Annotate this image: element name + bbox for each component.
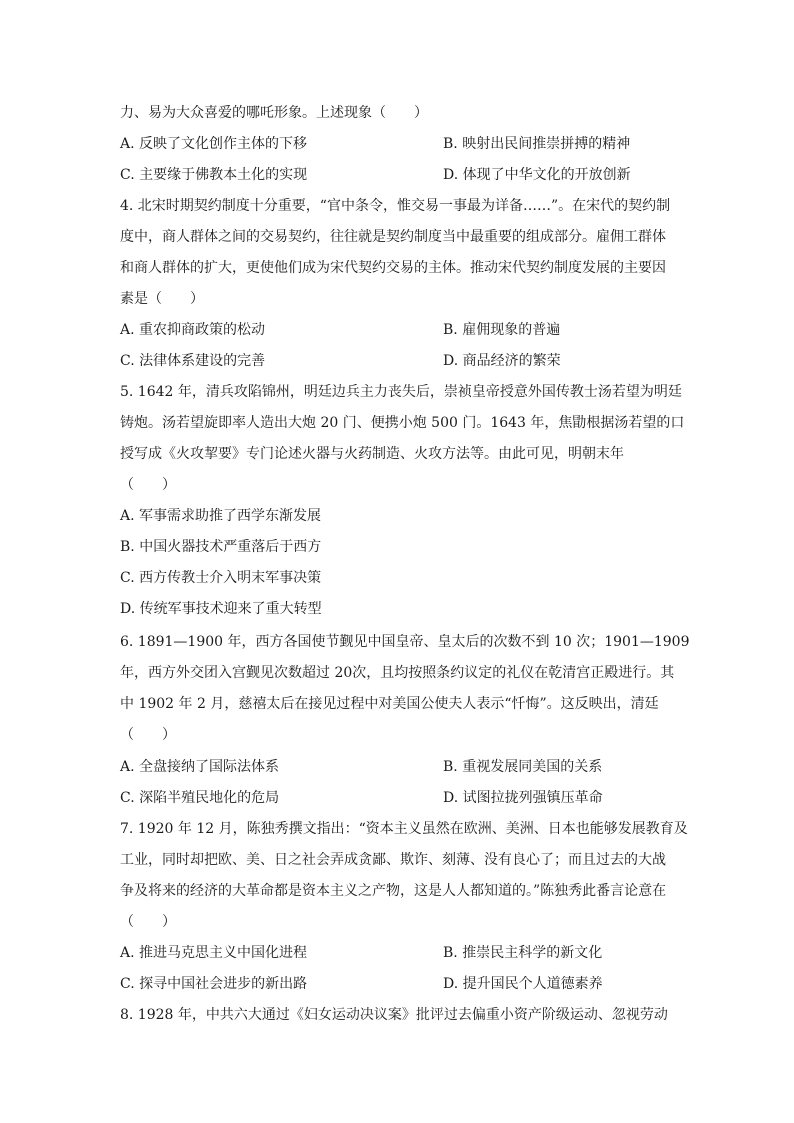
q7-stem-line-4: （ ） — [120, 914, 176, 930]
q4-stem-line-4: 素是（ ） — [120, 291, 204, 307]
q5-option-c: C. 西方传教士介入明末军事决策 — [120, 570, 322, 586]
q4-option-d: D. 商品经济的繁荣 — [443, 353, 561, 369]
q4-option-c: C. 法律体系建设的完善 — [120, 353, 266, 369]
q7-stem-line-3: 争及将来的经济的大革命都是资本主义之产物，这是人人都知道的。”陈独秀此番言论意在 — [120, 883, 667, 899]
q5-option-a: A. 军事需求助推了西学东渐发展 — [120, 508, 322, 524]
q5-stem-line-3: 授写成《火攻挈要》专门论述火器与火药制造、火攻方法等。由此可见，明朝末年 — [120, 446, 624, 462]
q7-option-c: C. 探寻中国社会进步的新出路 — [120, 976, 308, 992]
q7-stem-line-1: 7. 1920 年 12 月，陈独秀撰文指出：“资本主义虽然在欧洲、美洲、日本也能够发展教育及 — [120, 821, 688, 837]
q7-stem-line-2: 工业，同时却把欧、美、日之社会弄成贪鄙、欺诈、刻薄、没有良心了；而且过去的大战 — [120, 852, 666, 868]
q7-option-a: A. 推进马克思主义中国化进程 — [120, 945, 308, 961]
q5-option-b: B. 中国火器技术严重落后于西方 — [120, 539, 322, 555]
intro-option-d: D. 体现了中华文化的开放创新 — [443, 167, 631, 183]
q4-stem-line-3: 和商人群体的扩大，更使他们成为宋代契约交易的主体。推动宋代契约制度发展的主要因 — [120, 260, 666, 276]
q5-stem-line-4: （ ） — [120, 477, 176, 493]
q6-stem-line-1: 6. 1891—1900 年，西方各国使节觐见中国皇帝、皇太后的次数不到 10 次；1901—1909 — [120, 634, 690, 650]
q4-option-a: A. 重农抑商政策的松动 — [120, 322, 266, 338]
q4-stem-line-1: 4. 北宋时期契约制度十分重要，“官中条令，惟交易一事最为详备……”。在宋代的契约制 — [120, 198, 671, 214]
q6-option-d: D. 试图拉拢列强镇压革命 — [443, 790, 603, 806]
q6-stem-line-2: 年，西方外交团入宫觐见次数超过 20次，且均按照条约议定的礼仪在乾清宫正殿进行。其 — [120, 665, 675, 681]
q6-option-c: C. 深陷半殖民地化的危局 — [120, 790, 280, 806]
q6-stem-line-4: （ ） — [120, 727, 176, 743]
q4-option-b: B. 雇佣现象的普遍 — [443, 322, 561, 338]
q4-stem-line-2: 度中，商人群体之间的交易契约，往往就是契约制度当中最重要的组成部分。雇佣工群体 — [120, 229, 666, 245]
q5-stem-line-1: 5. 1642 年，清兵攻陷锦州，明廷边兵主力丧失后，崇祯皇帝授意外国传教士汤若望为明廷 — [120, 384, 682, 400]
intro-option-c: C. 主要缘于佛教本土化的实现 — [120, 167, 308, 183]
q5-stem-line-2: 铸炮。汤若望旋即率人造出大炮 20 门、便携小炮 500 门。1643 年，焦勖根据汤若望的口 — [120, 415, 685, 431]
q6-option-b: B. 重视发展同美国的关系 — [443, 759, 603, 775]
intro-option-a: A. 反映了文化创作主体的下移 — [120, 136, 308, 152]
q8-stem-line-1: 8. 1928 年，中共六大通过《妇女运动决议案》批评过去偏重小资产阶级运动、忽视劳动 — [120, 1007, 668, 1023]
q5-option-d: D. 传统军事技术迎来了重大转型 — [120, 601, 322, 617]
q7-option-d: D. 提升国民个人道德素养 — [443, 976, 603, 992]
intro-option-b: B. 映射出民间推崇拼搏的精神 — [443, 136, 631, 152]
q6-stem-line-3: 中 1902 年 2 月，慈禧太后在接见过程中对美国公使夫人表示“忏悔”。这反映出，清廷 — [120, 696, 659, 712]
q7-option-b: B. 推崇民主科学的新文化 — [443, 945, 603, 961]
intro-question-tail: 力、易为大众喜爱的哪吒形象。上述现象（ ） — [120, 105, 428, 121]
q6-option-a: A. 全盘接纳了国际法体系 — [120, 759, 280, 775]
